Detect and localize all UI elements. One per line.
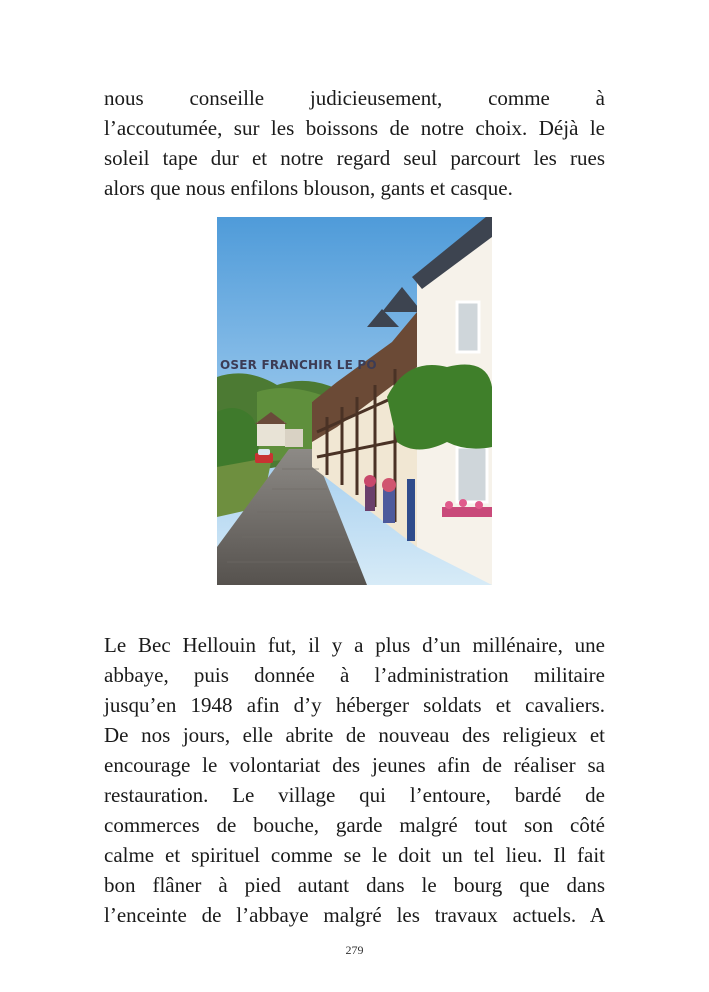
text-line: Le Bec Hellouin fut, il y a plus d’un millénaire, une bbox=[104, 633, 605, 657]
text-line: soleil tape dur et notre regard seul parcourt les rues bbox=[104, 146, 605, 170]
text-line: encourage le volontariat des jeunes afin de réaliser sa bbox=[104, 753, 605, 777]
text-line: commerces de bouche, garde malgré tout son côté bbox=[104, 813, 605, 837]
text-line: De nos jours, elle abrite de nouveau des religieux et bbox=[104, 723, 605, 747]
text-line: nous conseille judicieusement, comme à bbox=[104, 86, 605, 110]
paragraph-bottom bbox=[104, 630, 605, 930]
text-line: abbaye, puis donnée à l’administration militaire bbox=[104, 663, 605, 687]
page-number: 279 bbox=[345, 943, 364, 957]
paragraph-top bbox=[104, 83, 605, 203]
photo-watermark: OSER FRANCHIR LE PO bbox=[220, 358, 377, 372]
text-line: l’accoutumée, sur les boissons de notre choix. Déjà le bbox=[104, 116, 605, 140]
village-street-photo bbox=[217, 217, 492, 585]
text-line: l’enceinte de l’abbaye malgré les travaux actuels. A bbox=[104, 903, 605, 927]
text-line: calme et spirituel comme se le doit un tel lieu. Il fait bbox=[104, 843, 605, 867]
text-line: alors que nous enfilons blouson, gants et casque. bbox=[104, 176, 513, 200]
text-line: jusqu’en 1948 afin d’y héberger soldats et cavaliers. bbox=[104, 693, 605, 717]
text-line: restauration. Le village qui l’entoure, bardé de bbox=[104, 783, 605, 807]
text-line: bon flâner à pied autant dans le bourg que dans bbox=[104, 873, 605, 897]
street-photo-illustration bbox=[217, 217, 492, 585]
